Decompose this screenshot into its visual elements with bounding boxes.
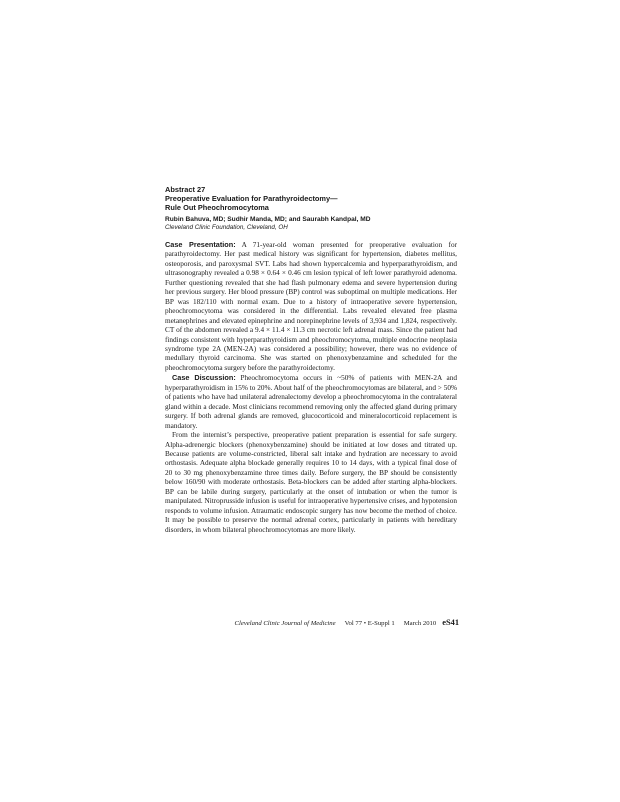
journal-name: Cleveland Clinic Journal of Medicine — [234, 620, 336, 627]
abstract-title-line-1: Preoperative Evaluation for Parathyroidectomy— — [165, 194, 338, 203]
page-number: eS41 — [442, 618, 459, 627]
page-footer — [165, 618, 459, 627]
case-discussion-text: Pheochromocytoma occurs in ~50% of patients with MEN-2A and hyperparathyroidism in 15% to 20%. About half of the pheochromocytomas are bilateral, and > 50% of patients who have had unilateral adrenalectomy develop a pheochromocytoma in the contralateral gland within a decade. Most clinicians recommend removing only the affected gland during primary surgery. If both adrenal glands are removed, glucocorticoid and mineralocorticoid replacement is mandatory. — [165, 374, 457, 430]
case-discussion-paragraph — [165, 373, 457, 431]
abstract-body — [165, 240, 457, 535]
case-presentation-heading: Case Presentation: — [165, 240, 236, 249]
abstract-title — [165, 194, 457, 212]
internist-perspective-paragraph: From the internist’s perspective, preoperative patient preparation is essential for safe surgery. Alpha-adrenergic blockers (phenoxybenzamine) should be initiated at low doses and titrated up. Because patients are volume-constricted, liberal salt intake and hydration are necessary to avoid orthostasis. Adequate alpha blockade generally requires 10 to 14 days, with a typical final dose of 20 to 30 mg phenoxybenzamine three times daily. Before surgery, the BP should be consistently below 160/90 with moderate orthostasis. Beta-blockers can be added after starting alpha-blockers. BP can be labile during surgery, particularly at the onset of intubation or when the tumor is manipulated. Nitroprusside infusion is useful for intraoperative hypertensive crises, and hypotension responds to volume infusion. Atraumatic endoscopic surgery has now become the method of choice. It may be possible to preserve the normal adrenal cortex, particularly in patients with hereditary disorders, in whom bilateral pheochromocytomas are more likely. — [165, 431, 457, 534]
affiliation: Cleveland Clinic Foundation, Cleveland, OH — [165, 224, 288, 231]
supplement: E-Suppl 1 — [367, 620, 395, 627]
author-list: Rubin Bahuva, MD; Sudhir Manda, MD; and Saurabh Kandpal, MD — [165, 216, 371, 223]
case-presentation-paragraph — [165, 240, 457, 373]
case-discussion-heading: Case Discussion: — [172, 373, 236, 383]
issue-date: March 2010 — [403, 620, 437, 627]
case-presentation-text: A 71-year-old woman presented for preoperative evaluation for parathyroidectomy. Her past medical history was significant for hypertension, diabetes mellitus, osteoporosis, and paroxysmal SVT. Labs had shown hypercalcemia and hyperparathyroidism, and ultrasonography revealed a 0.98 × 0.64 × 0.46 cm lesion typical of left lower parathyroid adenoma. Further questioning revealed that she had flash pulmonary edema and severe hypertension during her previous surgery. Her blood pressure (BP) control was suboptimal on multiple medications. Her BP was 182/110 with normal exam. Due to a history of intraoperative severe hypertension, pheochromocytoma was considered in the differential. Labs revealed elevated free plasma metanephrines and elevated epinephrine and norepinephrine levels of 3,934 and 1,824, respectively. CT of the abdomen revealed a 9.4 × 11.4 × 11.3 cm necrotic left adrenal mass. Since the patient had findings consistent with hyperparathyroidism and pheochromocytoma, multiple endocrine neoplasia syndrome type 2A (MEN-2A) was considered a possibility; however, there was no evidence of medullary thyroid carcinoma. She was started on phenoxybenzamine and scheduled for the pheochromocytoma surgery before the parathyroidectomy. — [165, 241, 457, 372]
volume: Vol 77 — [344, 620, 363, 627]
abstract-number: Abstract 27 — [165, 185, 206, 194]
abstract-title-line-2: Rule Out Pheochromocytoma — [165, 203, 269, 212]
bullet-separator: • — [363, 620, 367, 627]
